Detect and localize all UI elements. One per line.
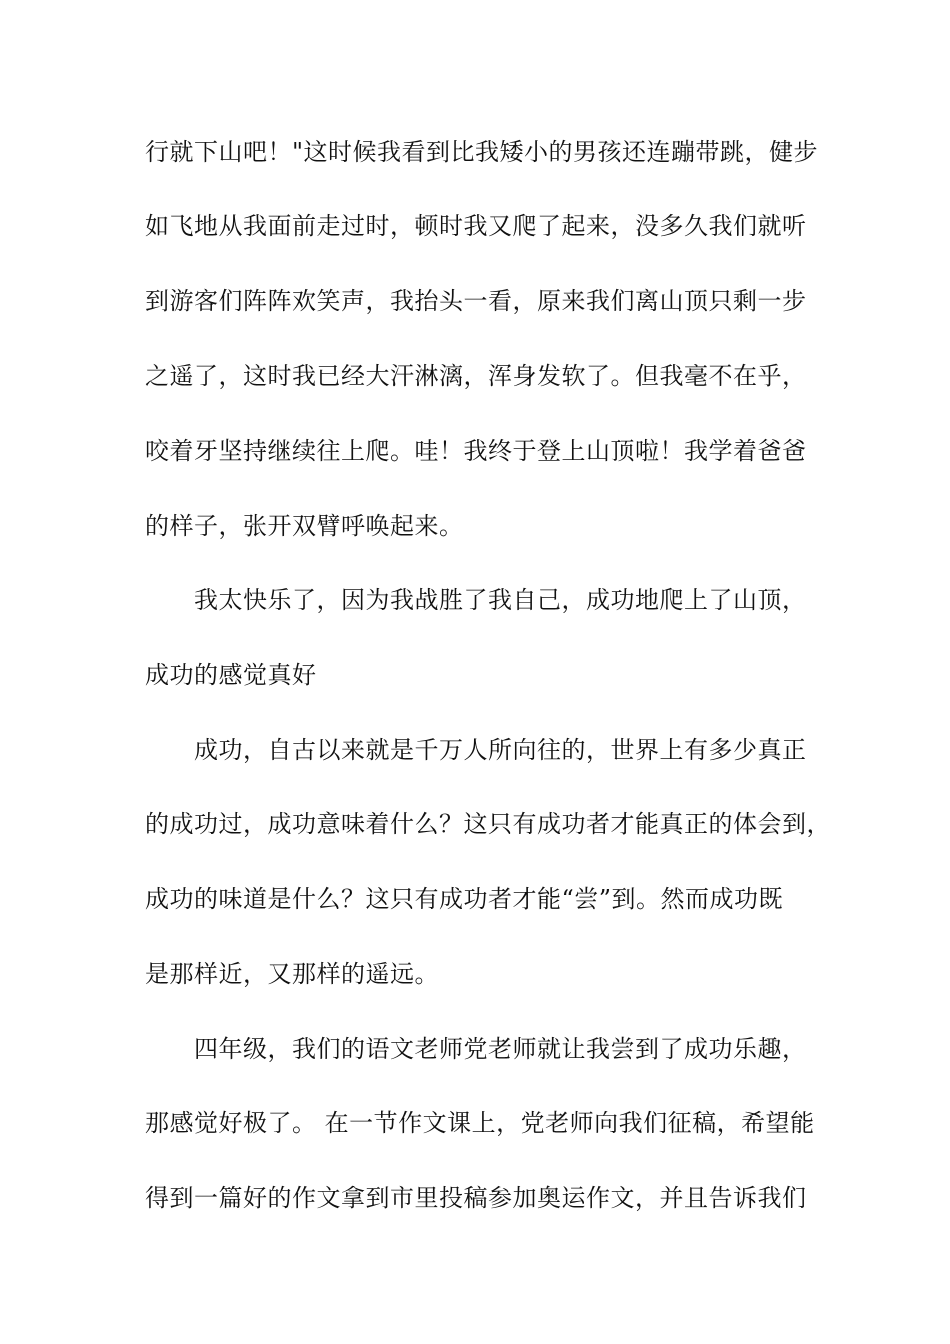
text-line: 成功的感觉真好 [145, 661, 317, 689]
text-line: 的成功过，成功意味着什么？这只有成功者才能真正的体会到， [145, 810, 831, 838]
paragraph-first-line: 成功，自古以来就是千万人所向往的，世界上有多少真正 [194, 736, 807, 764]
paragraph-first-line: 四年级，我们的语文老师党老师就让我尝到了成功乐趣， [194, 1035, 807, 1063]
text-line: 那感觉好极了。 在一节作文课上，党老师向我们征稿，希望能 [145, 1109, 815, 1137]
text-line: 到游客们阵阵欢笑声，我抬头一看，原来我们离山顶只剩一步 [145, 287, 807, 315]
paragraph-first-line: 我太快乐了，因为我战胜了我自己，成功地爬上了山顶， [194, 586, 807, 614]
text-line: 如飞地从我面前走过时，顿时我又爬了起来，没多久我们就听 [145, 212, 807, 240]
text-line: 成功的味道是什么？这只有成功者才能“尝”到。然而成功既 [145, 885, 784, 913]
text-line: 之遥了，这时我已经大汗淋漓，浑身发软了。但我毫不在乎， [145, 362, 807, 390]
text-line: 行就下山吧！"这时候我看到比我矮小的男孩还连蹦带跳，健步 [145, 138, 819, 166]
text-line: 的样子，张开双臂呼唤起来。 [145, 512, 464, 540]
text-line: 是那样近，又那样的遥远。 [145, 960, 439, 988]
text-line: 咬着牙坚持继续往上爬。哇！我终于登上山顶啦！我学着爸爸 [145, 437, 807, 465]
text-line: 得到一篇好的作文拿到市里投稿参加奥运作文，并且告诉我们 [145, 1184, 807, 1212]
